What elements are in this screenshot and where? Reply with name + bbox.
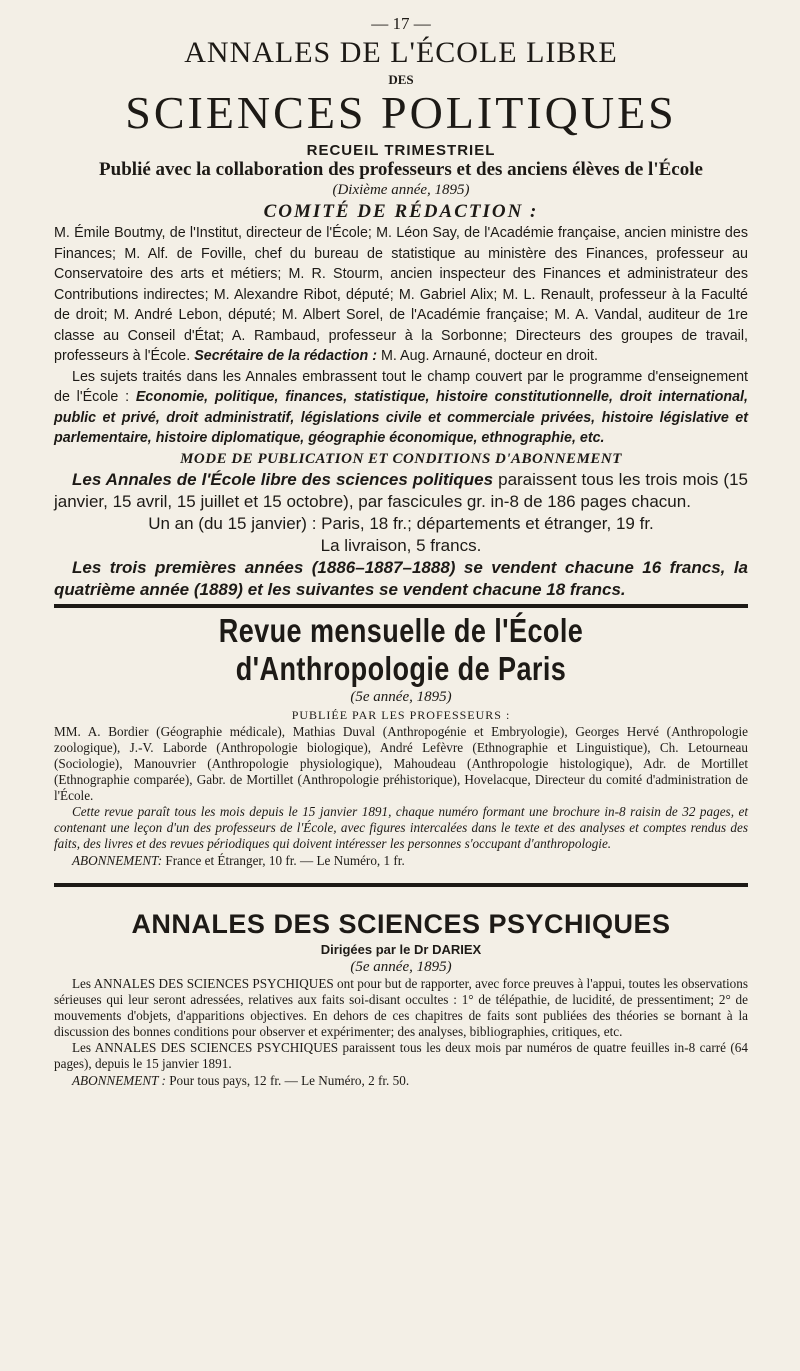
- les-annales-title: Les Annales de l'École libre des sciences politiques: [72, 469, 494, 489]
- revue-abonnement: [54, 852, 748, 869]
- psychiques-abonnement: [54, 1072, 748, 1089]
- psychiques-abonnement-label: ABONNEMENT :: [72, 1072, 166, 1088]
- sujets-paragraph: [54, 367, 748, 449]
- psychiques-title: ANNALES DES SCIENCES PSYCHIQUES: [131, 908, 671, 939]
- annales-title-line1: ANNALES DE L'ÉCOLE LIBRE: [184, 36, 618, 69]
- parution-paragraph: [54, 469, 748, 513]
- prix-line: Un an (du 15 janvier) : Paris, 18 fr.; départements et étranger, 19 fr.: [148, 513, 654, 533]
- page-number: — 17 —: [371, 14, 431, 33]
- divider-2: [54, 883, 748, 887]
- trois-premieres-text: Les trois premières années (1886–1887–1888) se vendent chacune 16 francs, la quatrième année (1889) et les suivantes se vendent chacune 18 francs.: [54, 557, 748, 599]
- annales-title-line2: SCIENCES POLITIQUES: [125, 87, 677, 138]
- sujets-text: Les sujets traités dans les Annales embrassent tout le champ couvert par le programme d'enseignement de l'École :: [54, 368, 748, 405]
- revue-professeurs: MM. A. Bordier (Géographie médicale), Mathias Duval (Anthropogénie et Embryologie), Georges Hervé (Anthropologie zoologique), J.-V. Laborde (Anthropologie biologique), André Lefèvre (Ethnographie et Linguistique), Ch. Letourneau (Sociologie), Manouvrier (Anthropologie physiologique), Mahoudeau (Anthropologie histologique), Adr. de Mortillet (Ethnographie comparée), Gabr. de Mortillet (Anthropologie préhistorique), Hovelacque, Directeur du comité d'administration de l'École.: [54, 723, 748, 803]
- recueil-trimestriel: RECUEIL TRIMESTRIEL: [306, 142, 496, 159]
- psychiques-abonnement-text: Pour tous pays, 12 fr. — Le Numéro, 2 fr. 50.: [169, 1072, 410, 1088]
- comite-heading: COMITÉ DE RÉDACTION :: [263, 201, 539, 222]
- publie-avec: Publié avec la collaboration des professeurs et des anciens élèves de l'École: [99, 159, 703, 180]
- revue-anthropologie: [54, 612, 748, 869]
- mode-heading: MODE DE PUBLICATION ET CONDITIONS D'ABONNEMENT: [180, 450, 622, 467]
- revue-abonnement-text: France et Étranger, 10 fr. — Le Numéro, 1 fr.: [165, 852, 405, 868]
- secretaire-text: M. Aug. Arnauné, docteur en droit.: [380, 348, 598, 364]
- revue-annee: (5e année, 1895): [350, 688, 452, 705]
- comite-members: M. Émile Boutmy, de l'Institut, directeur de l'École; M. Léon Say, de l'Académie française, ancien ministre des Finances; M. Alf. de Foville, chef du bureau de statistique au ministère des Finances, professeur au Conservatoire des arts et métiers; M. R. Stourm, ancien inspecteur des Finances et administrateur des Contributions indirectes; M. Alexandre Ribot, député; M. Gabriel Alix; M. L. Renault, professeur à la Faculté de droit; M. André Lebon, député; M. Albert Sorel, de l'Académie française; M. A. Vandal, auditeur de 1re classe au Conseil d'État; A. Rambaud, professeur à la Sorbonne; Directeurs des groupes de travail, professeurs à l'École.: [54, 225, 748, 364]
- parution-text: paraissent tous les trois mois (15 janvier, 15 avril, 15 juillet et 15 octobre), par fascicules gr. in-8 de 186 pages chacun.: [54, 469, 749, 511]
- trois-premieres: [54, 557, 748, 601]
- annales-des: DES: [388, 72, 414, 87]
- revue-publiee: PUBLIÉE PAR LES PROFESSEURS :: [291, 707, 511, 722]
- annales-sciences-psychiques: [54, 907, 748, 1089]
- livraison-line: La livraison, 5 francs.: [320, 535, 482, 555]
- secretaire-label: Secrétaire de la rédaction :: [194, 348, 377, 364]
- annales-sciences-politiques: [54, 36, 748, 601]
- psychiques-text: Les ANNALES DES SCIENCES PSYCHIQUES ont pour but de rapporter, avec force preuves à l'appui, toutes les observations sérieuses qui leur seront adressées, relatives aux faits soi-disant occultes : 1° de télépathie, de lucidité, de pressentiment; 2° de mouvements d'objets, d'apparitions objectives. En dehors de ces chapitres de faits sont publiées des théories se bornant à la discussion des bonnes conditions pour observer et expérimenter; des analyses, bibliographies, critiques, etc.: [54, 975, 748, 1039]
- psychiques-dirigees: Dirigées par le Dr DARIEX: [320, 941, 482, 957]
- revue-title: Revue mensuelle de l'École d'Anthropologie de Paris: [218, 611, 584, 687]
- comite-text: [54, 223, 748, 367]
- psychiques-annee: (5e année, 1895): [350, 958, 452, 975]
- revue-abonnement-label: ABONNEMENT:: [72, 852, 163, 868]
- psychiques-parution: Les ANNALES DES SCIENCES PSYCHIQUES paraissent tous les deux mois par numéros de quatre feuilles in-8 carré (64 pages), depuis le 15 janvier 1891.: [54, 1039, 748, 1071]
- dixieme-annee: (Dixième année, 1895): [332, 182, 470, 198]
- divider-1: [54, 604, 748, 608]
- revue-description: Cette revue paraît tous les mois depuis le 15 janvier 1891, chaque numéro formant une brochure in-8 raisin de 32 pages, et contenant une leçon d'un des professeurs de l'École, avec figures intercalées dans le texte et des analyses et comptes rendus des faits, des livres et des revues périodiques qui doivent intéresser les personnes s'occupant d'anthropologie.: [54, 803, 748, 851]
- sujets-list: Economie, politique, finances, statistique, histoire constitutionnelle, droit international, public et privé, droit administratif, législations civile et commerciale privées, histoire législative et parlementaire, histoire diplomatique, géographie économique, ethnographie, etc.: [54, 389, 748, 446]
